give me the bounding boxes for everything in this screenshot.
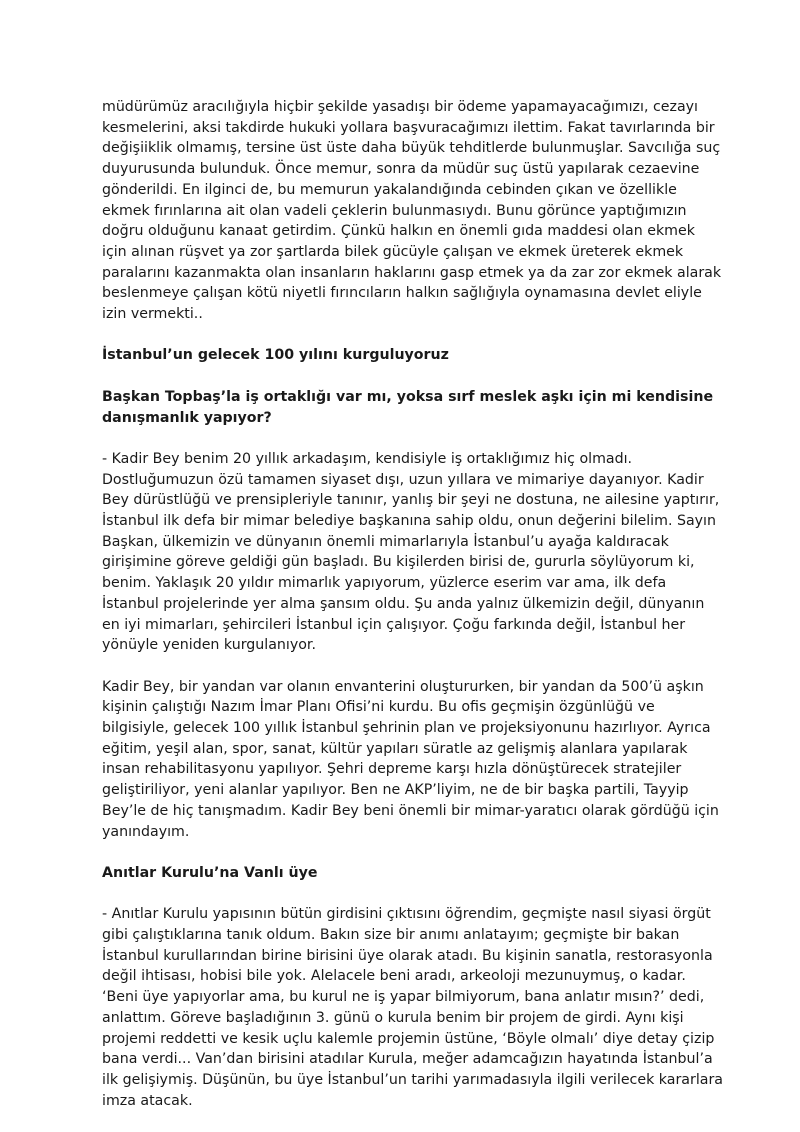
paragraph-imar-plani-ofisi: Kadir Bey, bir yandan var olanın envanterini oluştururken, bir yandan da 500’ü aşkın kişinin çalıştığı Nazım İmar Planı Ofisi’ni kurdu. Bu ofis geçmişin özgünlüğü ve bilgisiyle, gelecek 100 yıllık İstanbul şehrinin plan ve projeksiyonunu hazırlıyor. Ayrıca eğitim, yeşil alan, spor, sanat, kültür yapıları süratle az gelişmiş alanlara yapılarak insan rehabilitasyonu yapılıyor. Şehri depreme karşı hızla dönüştürecek stratejiler geliştiriliyor, yeni alanlar yapılıyor. Ben ne AKP’liyim, ne de bir başka partili, Tayyip Bey’le de hiç tanışmadım. Kadir Bey beni önemli bir mimar-yaratıcı olarak gördüğü için yanındayım. [102,678,719,840]
section-heading-anitlar-kurulu: Anıtlar Kurulu’na Vanlı üye [102,864,318,881]
section-heading-istanbul-future: İstanbul’un gelecek 100 yılını kurguluyoruz [102,347,449,364]
paragraph-bribery-story: müdürümüz aracılığıyla hiçbir şekilde yasadışı bir ödeme yapamayacağımızı, cezayı kesmelerini, aksi takdirde hukuki yollara başvuracağımızı ilettim. Fakat tavırlarında bir değişiiklik olmamış, tersine üst üste daha büyük tehditlerde bulunmuşlar. Savcılığa suç duyurusunda bulunduk. Önce memur, sonra da müdür suç üstü yapılarak cezaevine gönderildi. En ilginci de, bu memurun yakalandığında cebinden çıkan ve özellikle ekmek fırınlarına ait olan vadeli çeklerin bulunmasıydı. Bunu görünce yaptığımızın doğru olduğunu kanaat getirdim. Çünkü halkın en önemli gıda maddesi olan ekmek için alınan rüşvet ya zor şartlarda bilek gücüyle çalışan ve ekmek üreterek ekmek paralarını kazanmakta olan insanların haklarını gasp etmek ya da zar zor ekmek alarak beslenmeye çalışan kötü niyetli fırıncıların halkın sağlığıyla oynamasına devlet eliyle izin vermekti.. [102,99,722,323]
interview-question-topbas: Başkan Topbaş’la iş ortaklığı var mı, yoksa sırf meslek aşkı için mi kendisine danışmanlık yapıyor? [102,388,714,426]
paragraph-anitlar-kurulu-story: - Anıtlar Kurulu yapısının bütün girdisini çıktısını öğrendim, geçmişte nasıl siyasi örgüt gibi çalıştıklarına tanık oldum. Bakın size bir anımı anlatayım; geçmişte bir bakan İstanbul kurullarından birine birisini üye olarak atadı. Bu kişinin sanatla, restorasyonla değil ihtisası, hobisi bile yok. Alelacele beni aradı, arkeoloji mezunuymuş, o kadar. ‘Beni üye yapıyorlar ama, bu kurul ne iş yapar bilmiyorum, bana anlatır mısın?’ dedi, anlattım. Göreve başladığının 3. günü o kurula benim bir projem de girdi. Aynı kişi projemi reddetti ve kesik uçlu kalemle projemin üstüne, ‘Böyle olmalı’ diye detay çizip bana verdi... Van’dan birisini atadılar Kurula, meğer adamcağızın hayatında İstanbul’a ilk gelişiymiş. Düşünün, bu üye İstanbul’un tarihi yarımadasıyla ilgili verilecek kararlara imza atacak. [102,906,723,1109]
document-page [102,97,724,1132]
paragraph-answer-kadir-bey: - Kadir Bey benim 20 yıllık arkadaşım, kendisiyle iş ortaklığımız hiç olmadı. Dostluğumuzun özü tamamen siyaset dışı, uzun yıllara ve mimariye dayanıyor. Kadir Bey dürüstlüğü ve prensipleriyle tanınır, yanlış bir şeyi ne dostuna, ne ailesine yaptırır, İstanbul ilk defa bir mimar belediye başkanına sahip oldu, onun değerini bilelim. Sayın Başkan, ülkemizin ve dünyanın önemli mimarlarıyla İstanbul’u ayağa kaldıracak girişimine göreve geldiği gün başladı. Bu kişilerden birisi de, gururla söylüyorum ki, benim. Yaklaşık 20 yıldır mimarlık yapıyorum, yüzlerce eserim var ama, ilk defa İstanbul projelerinde yer alma şansım oldu. Şu anda yalnız ülkemizin değil, dünyanın en iyi mimarları, şehircileri İstanbul için çalışıyor. Çoğu farkında değil, İstanbul her yönüyle yeniden kurgulanıyor. [102,450,720,654]
